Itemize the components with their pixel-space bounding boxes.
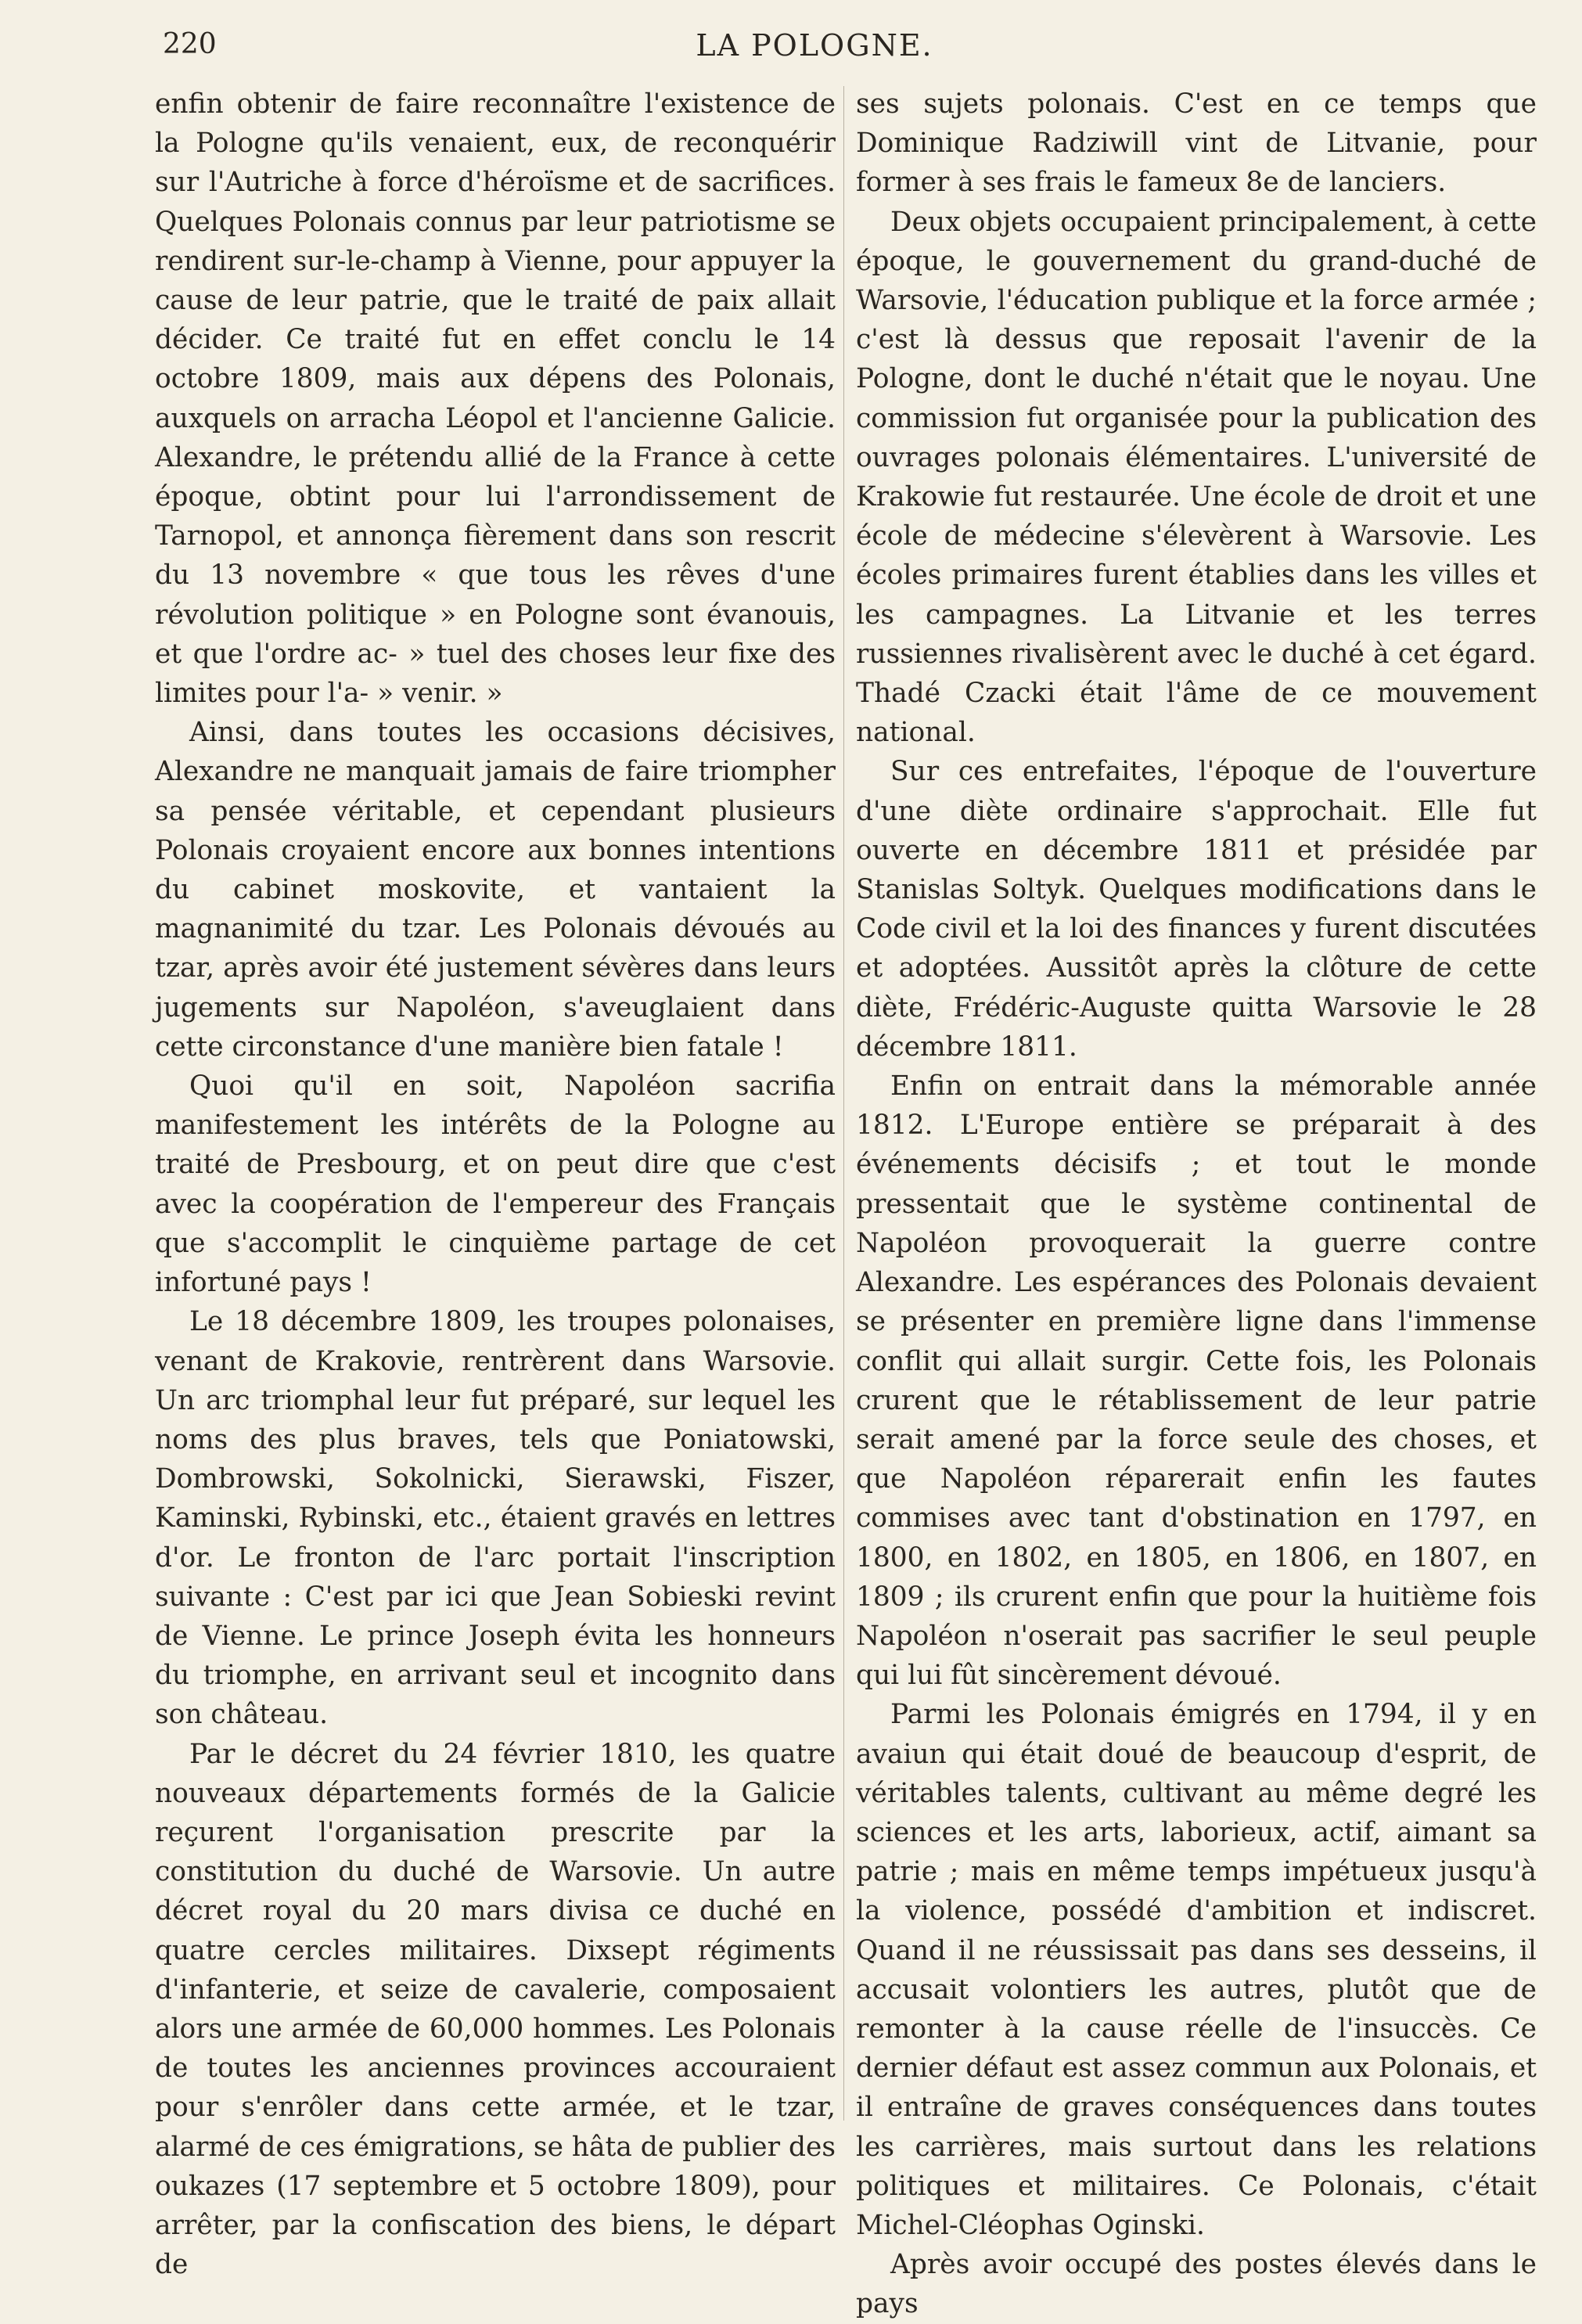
page-header — [156, 23, 1472, 67]
paragraph: Enfin on entrait dans la mémorable année 1812. L'Europe entière se préparait à des événements décisifs ; et tout le monde pressentait que le système continental de Napoléon provoquerait la guerre contre Alexandre. Les espérances des Polonais devaient se présenter en première ligne dans l'immense conflit qui allait surgir. Cette fois, les Polonais crurent que le rétablissement de leur patrie serait amené par la force seule des choses, et que Napoléon réparerait enfin les fautes commises avec tant d'obstination en 1797, en 1800, en 1802, en 1805, en 1806, en 1807, en 1809 ; ils crurent enfin que pour la huitième fois Napoléon n'oserait pas sacrifier le seul peuple qui lui fût sincèrement dévoué. — [856, 1070, 1537, 1692]
paragraph: Ainsi, dans toutes les occasions décisives, Alexandre ne manquait jamais de faire triompher sa pensée véritable, et cependant plusieurs Polonais croyaient encore aux bonnes intentions du cabinet moskovite, et vantaient la magnanimité du tzar. Les Polonais dévoués au tzar, après avoir été justement sévères dans leurs jugements sur Napoléon, s'aveuglaient dans cette circonstance d'une manière bien fatale ! — [155, 717, 836, 1063]
paragraph: Par le décret du 24 février 1810, les quatre nouveaux départements formés de la Galicie reçurent l'organisation prescrite par la constitution du duché de Warsovie. Un autre décret royal du 20 mars divisa ce duché en quatre cercles militaires. Dixsept régiments d'infanterie, et seize de cavalerie, composaient alors une armée de 60,000 hommes. Les Polonais de toutes les anciennes provinces accouraient pour s'enrôler dans cette armée, et le tzar, alarmé de ces émigrations, se hâta de publier des oukazes (17 septembre et 5 octobre 1809), pour arrêter, par la confiscation des biens, le départ de — [155, 1738, 836, 2281]
paragraph: Après avoir occupé des postes élevés dans le pays — [856, 2249, 1537, 2320]
page-number: 220 — [163, 28, 217, 60]
paragraph: enfin obtenir de faire reconnaître l'existence de la Pologne qu'ils venaient, eux, de reconquérir sur l'Autriche à force d'héroïsme et de sacrifices. Quelques Polonais connus par leur patriotisme se rendirent sur-le-champ à Vienne, pour appuyer la cause de leur patrie, que le traité de paix allait décider. Ce traité fut en effet conclu le 14 octobre 1809, mais aux dépens des Polonais, auxquels on arracha Léopol et l'ancienne Galicie. Alexandre, le prétendu allié de la France à cette époque, obtint pour lui l'arrondissement de Tarnopol, et annonça fièrement dans son rescrit du 13 novembre « que tous les rêves d'une révolution politique » en Pologne sont évanouis, et que l'ordre ac- » tuel des choses leur fixe des limites pour l'a- » venir. » — [155, 88, 836, 710]
paragraph: Parmi les Polonais émigrés en 1794, il y en avaiun qui était doué de beaucoup d'esprit, de véritables talents, cultivant au même degré les sciences et les arts, laborieux, actif, aimant sa patrie ; mais en même temps impétueux jusqu'à la violence, possédé d'ambition et indiscret. Quand il ne réussissait pas dans ses desseins, il accusait volontiers les autres, plutôt que de remonter à la cause réelle de l'insuccès. Ce dernier défaut est assez commun aux Polonais, et il entraîne de graves conséquences dans toutes les carrières, mais surtout dans les relations politiques et militaires. Ce Polonais, c'était Michel-Cléophas Oginski. — [856, 1699, 1537, 2241]
paragraph: Le 18 décembre 1809, les troupes polonaises, venant de Krakovie, rentrèrent dans Warsovie. Un arc triomphal leur fut préparé, sur lequel les noms des plus braves, tels que Poniatowski, Dombrowski, Sokolnicki, Sierawski, Fiszer, Kaminski, Rybinski, etc., étaient gravés en lettres d'or. Le fronton de l'arc portait l'inscription suivante : C'est par ici que Jean Sobieski revint de Vienne. Le prince Joseph évita les honneurs du triomphe, en arrivant seul et incognito dans son château. — [155, 1306, 836, 1731]
paragraph: Deux objets occupaient principalement, à cette époque, le gouvernement du grand-duché de Warsovie, l'éducation publique et la force armée ; c'est là dessus que reposait l'avenir de la Pologne, dont le duché n'était que le noyau. Une commission fut organisée pour la publication des ouvrages polonais élémentaires. L'université de Krakowie fut restaurée. Une école de droit et une école de médecine s'élevèrent à Warsovie. Les écoles primaires furent établies dans les villes et les campagnes. La Litvanie et les terres russiennes rivalisèrent avec le duché à cet égard. Thadé Czacki était l'âme de ce mouvement national. — [856, 206, 1537, 749]
running-title: LA POLOGNE. — [696, 28, 933, 63]
paragraph: ses sujets polonais. C'est en ce temps que Dominique Radziwill vint de Litvanie, pour former à ses frais le fameux 8e de lanciers. — [856, 88, 1537, 199]
left-column — [155, 85, 836, 2284]
right-column — [856, 85, 1537, 2324]
paragraph: Quoi qu'il en soit, Napoléon sacrifia manifestement les intérêts de la Pologne au traité de Presbourg, et on peut dire que c'est avec la coopération de l'empereur des Français que s'accomplit le cinquième partage de cet infortuné pays ! — [155, 1070, 836, 1299]
paragraph: Sur ces entrefaites, l'époque de l'ouverture d'une diète ordinaire s'approchait. Elle fut ouverte en décembre 1811 et présidée par Stanislas Soltyk. Quelques modifications dans le Code civil et la loi des finances y furent discutées et adoptées. Aussitôt après la clôture de cette diète, Frédéric-Auguste quitta Warsovie le 28 décembre 1811. — [856, 756, 1537, 1063]
column-divider — [843, 86, 844, 2121]
